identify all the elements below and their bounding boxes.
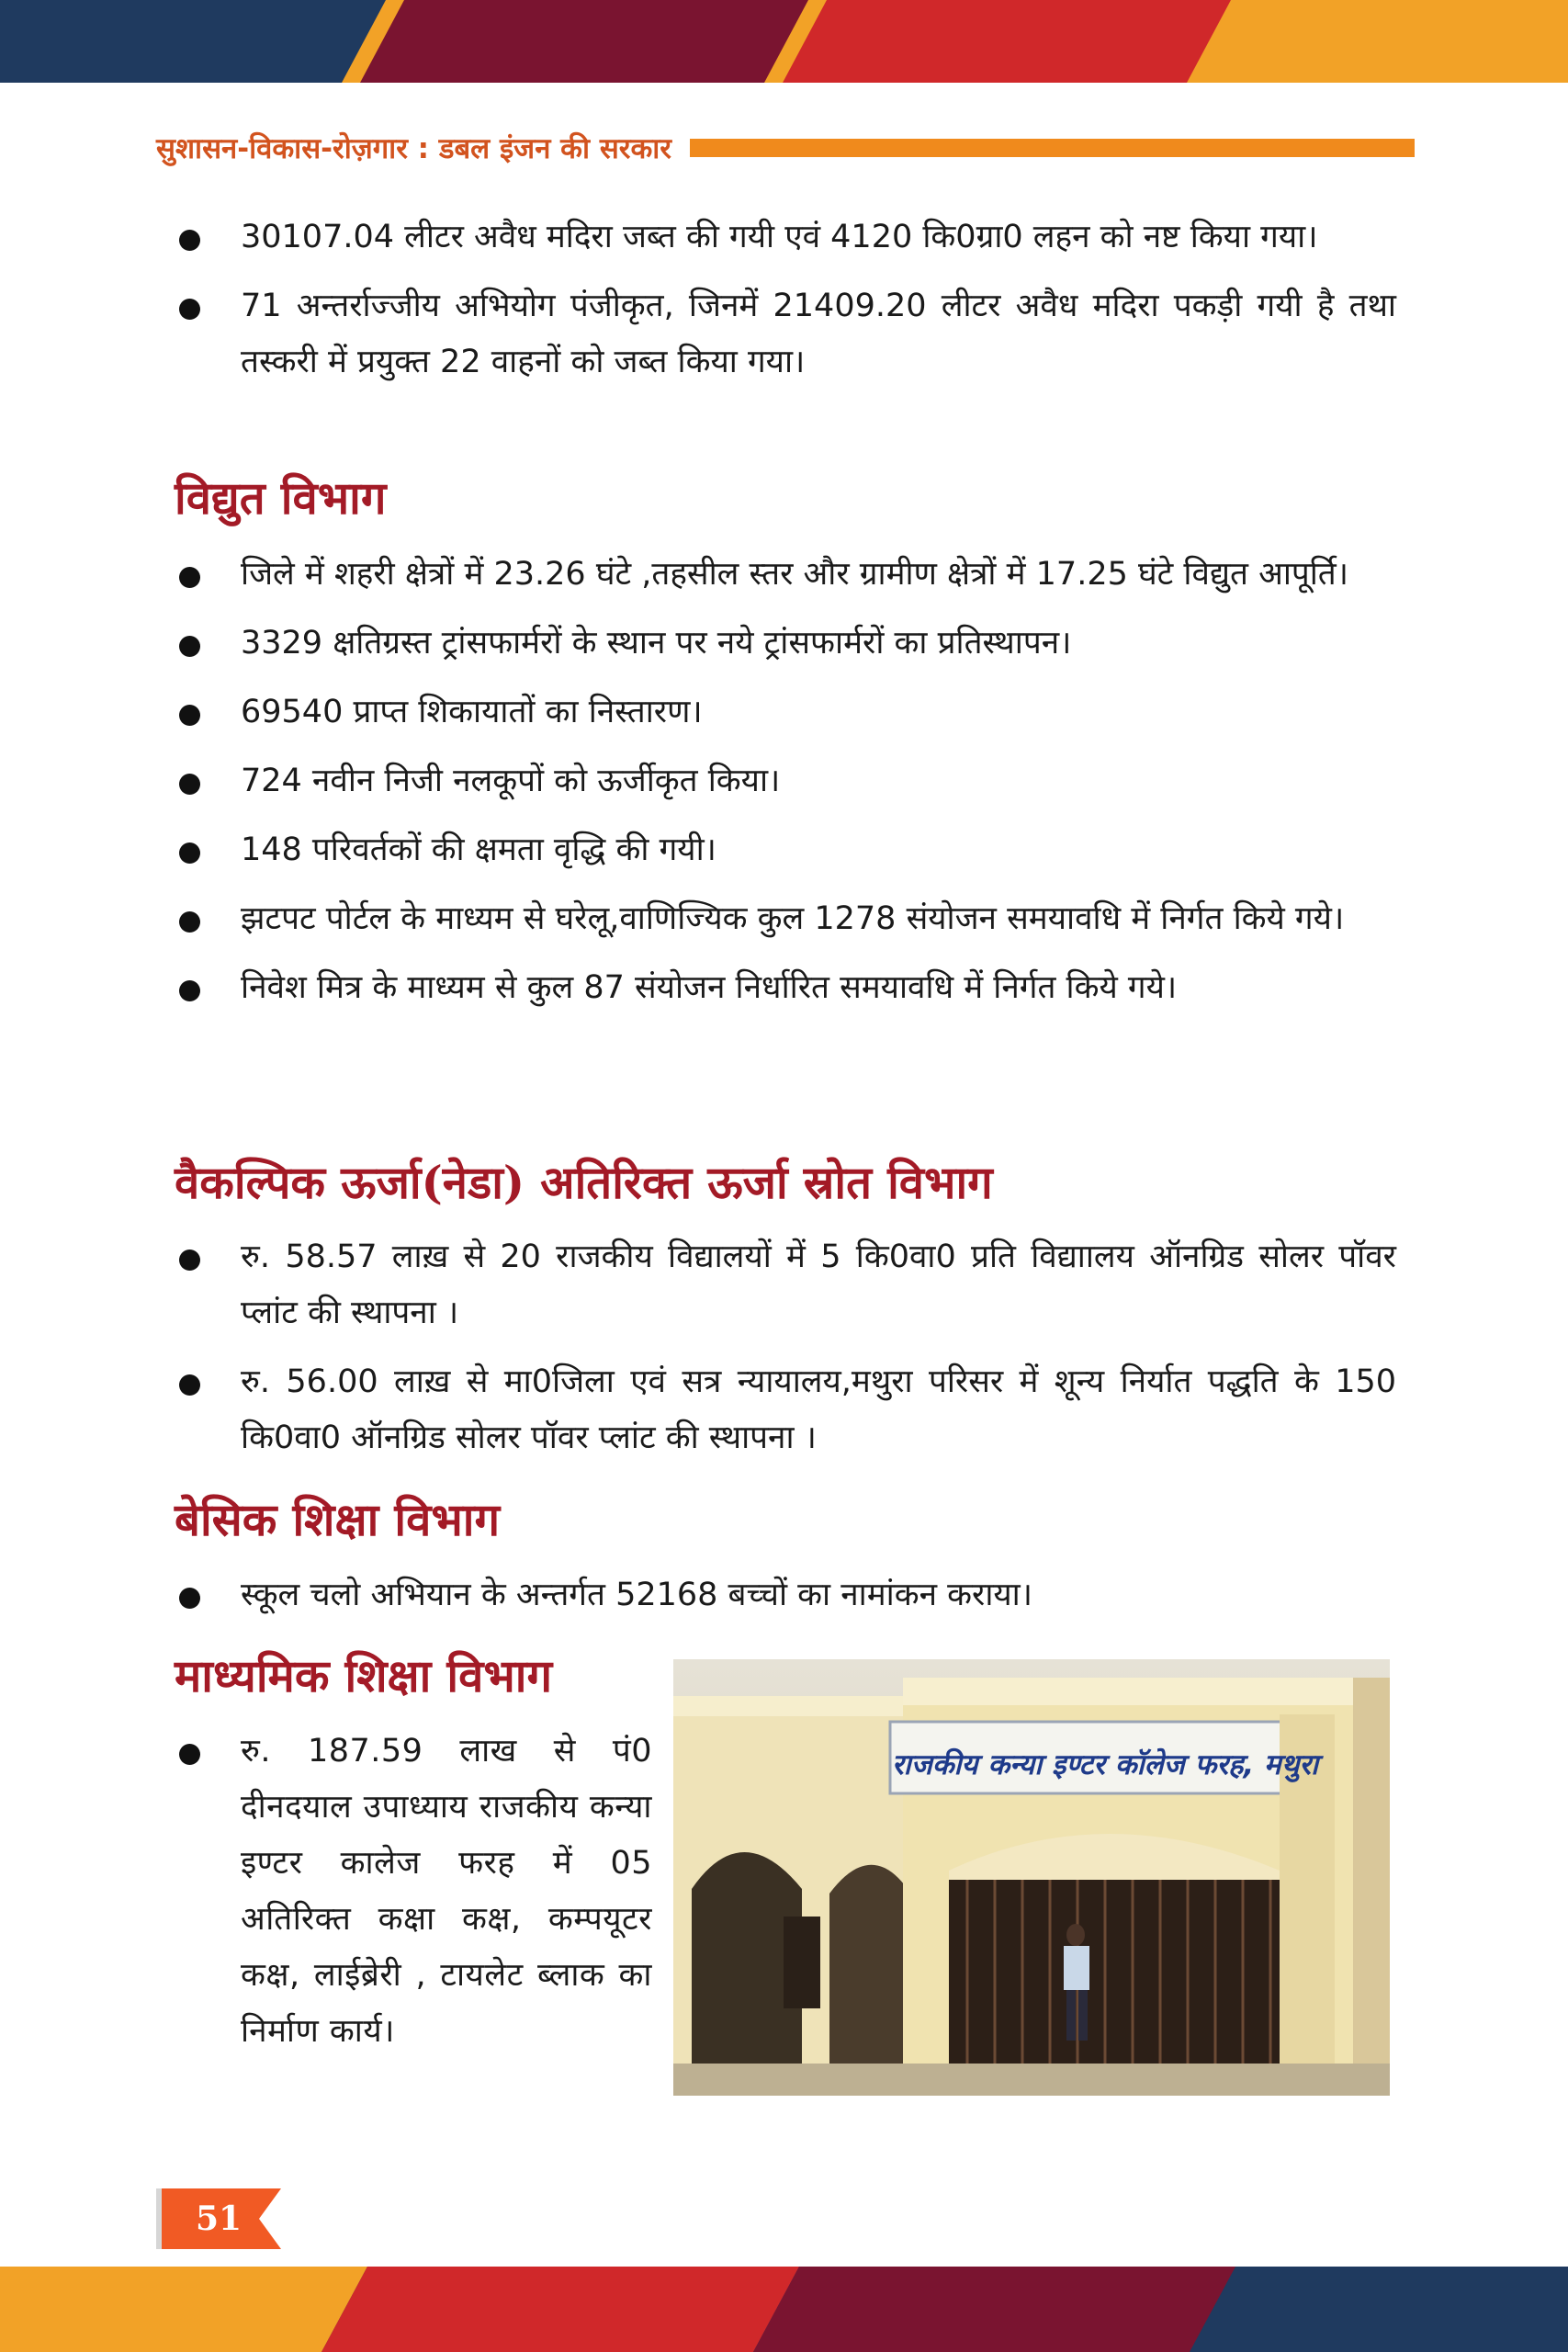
bullet-icon (179, 842, 200, 864)
list-item-text: स्कूल चलो अभियान के अन्तर्गत 52168 बच्चों का नामांकन कराया। (241, 1577, 1033, 1613)
section-title-secondary-education: माध्यमिक शिक्षा विभाग (175, 1649, 553, 1702)
page-number: 51 (195, 2199, 243, 2238)
list-item-text: 69540 प्राप्त शिकायातों का निस्तारण। (241, 694, 703, 730)
bullet-icon (179, 230, 200, 251)
bullet-icon (179, 705, 200, 726)
secondary-education-bullet-list (175, 1724, 652, 2073)
list-item (175, 1567, 1396, 1623)
bullet-icon (179, 774, 200, 795)
list-item (175, 547, 1396, 603)
list-item (175, 1229, 1396, 1341)
list-item-text: निवेश मित्र के माध्यम से कुल 87 संयोजन निर्धारित समयावधि में निर्गत किये गये। (241, 969, 1178, 1006)
list-item-text: 71 अन्तर्राज्जीय अभियोग पंजीकृत, जिनमें 21409.20 लीटर अवैध मदिरा पकड़ी गयी है तथा तस्करी में प्रयुक्त 22 वाहनों को जब्त किया गया। (241, 288, 1396, 380)
list-item (175, 891, 1396, 947)
list-item-text: झटपट पोर्टल के माध्यम से घरेलू,वाणिज्यिक कुल 1278 संयोजन समयावधि में निर्गत किये गये। (241, 900, 1345, 937)
college-sign-text: राजकीय कन्या इण्टर कॉलेज फरह, मथुरा (892, 1748, 1319, 1781)
running-header-title: सुशासन-विकास-रोज़गार : डबल इंजन की सरकार (156, 132, 671, 165)
list-item-text: 148 परिवर्तकों की क्षमता वृद्धि की गयी। (241, 831, 716, 868)
bullet-icon (179, 1588, 200, 1609)
list-item-text: जिले में शहरी क्षेत्रों में 23.26 घंटे ,तहसील स्तर और ग्रामीण क्षेत्रों में 17.25 घंटे विद्युत आपूर्ति। (241, 556, 1349, 593)
college-building-photo (673, 1659, 1390, 2096)
list-item (175, 278, 1396, 390)
list-item-text: 3329 क्षतिग्रस्त ट्रांसफार्मरों के स्थान पर नये ट्रांसफार्मरों का प्रतिस्थापन। (241, 625, 1072, 662)
electricity-bullet-list (175, 547, 1396, 1029)
list-item-text: 30107.04 लीटर अवैध मदिरा जब्त की गयी एवं 4120 कि0ग्रा0 लहन को नष्ट किया गया। (241, 219, 1318, 255)
bullet-icon (179, 299, 200, 320)
section-title-electricity: विद्युत विभाग (175, 471, 387, 525)
list-item (175, 1354, 1396, 1466)
running-header (156, 127, 1415, 169)
list-item (175, 960, 1396, 1016)
basic-education-bullet-list (175, 1567, 1396, 1636)
section-title-basic-education: बेसिक शिक्षा विभाग (175, 1493, 501, 1546)
list-item (175, 1724, 652, 2060)
alternative-energy-bullet-list (175, 1229, 1396, 1479)
list-item (175, 753, 1396, 809)
list-item (175, 684, 1396, 741)
bullet-icon (179, 1744, 200, 1765)
page-number-tab (156, 2188, 285, 2249)
running-header-rule (690, 139, 1415, 157)
bullet-icon (179, 911, 200, 933)
bullet-icon (179, 567, 200, 588)
bottom-color-band (0, 2267, 1568, 2352)
bullet-icon (179, 1250, 200, 1271)
list-item-text: रु. 58.57 लाख़ से 20 राजकीय विद्यालयों में 5 कि0वा0 प्रति विद्याालय ऑनग्रिड सोलर पॉवर प्लांट की स्थापना । (241, 1238, 1396, 1331)
intro-bullet-list (175, 209, 1396, 403)
list-item-text: 724 नवीन निजी नलकूपों को ऊर्जीकृत किया। (241, 763, 781, 799)
bullet-icon (179, 636, 200, 657)
list-item (175, 822, 1396, 878)
list-item (175, 616, 1396, 672)
list-item (175, 209, 1396, 266)
bullet-icon (179, 1374, 200, 1396)
top-color-band (0, 0, 1568, 83)
list-item-text: रु. 187.59 लाख से पं0 दीनदयाल उपाध्याय राजकीय कन्या इण्टर कालेज फरह में 05 अतिरिक्त कक्षा कक्ष, कम्पयूटर कक्ष, लाईब्रेरी , टायलेट ब्लाक का निर्माण कार्य। (241, 1733, 652, 2050)
section-title-alternative-energy: वैकल्पिक ऊर्जा(नेडा) अतिरिक्त ऊर्जा स्रोत विभाग (175, 1156, 993, 1209)
bullet-icon (179, 980, 200, 1001)
list-item-text: रु. 56.00 लाख़ से मा0जिला एवं सत्र न्यायालय,मथुरा परिसर में शून्य निर्यात पद्धति के 150 कि0वा0 ऑनग्रिड सोलर पॉवर प्लांट की स्थापना । (241, 1363, 1396, 1456)
